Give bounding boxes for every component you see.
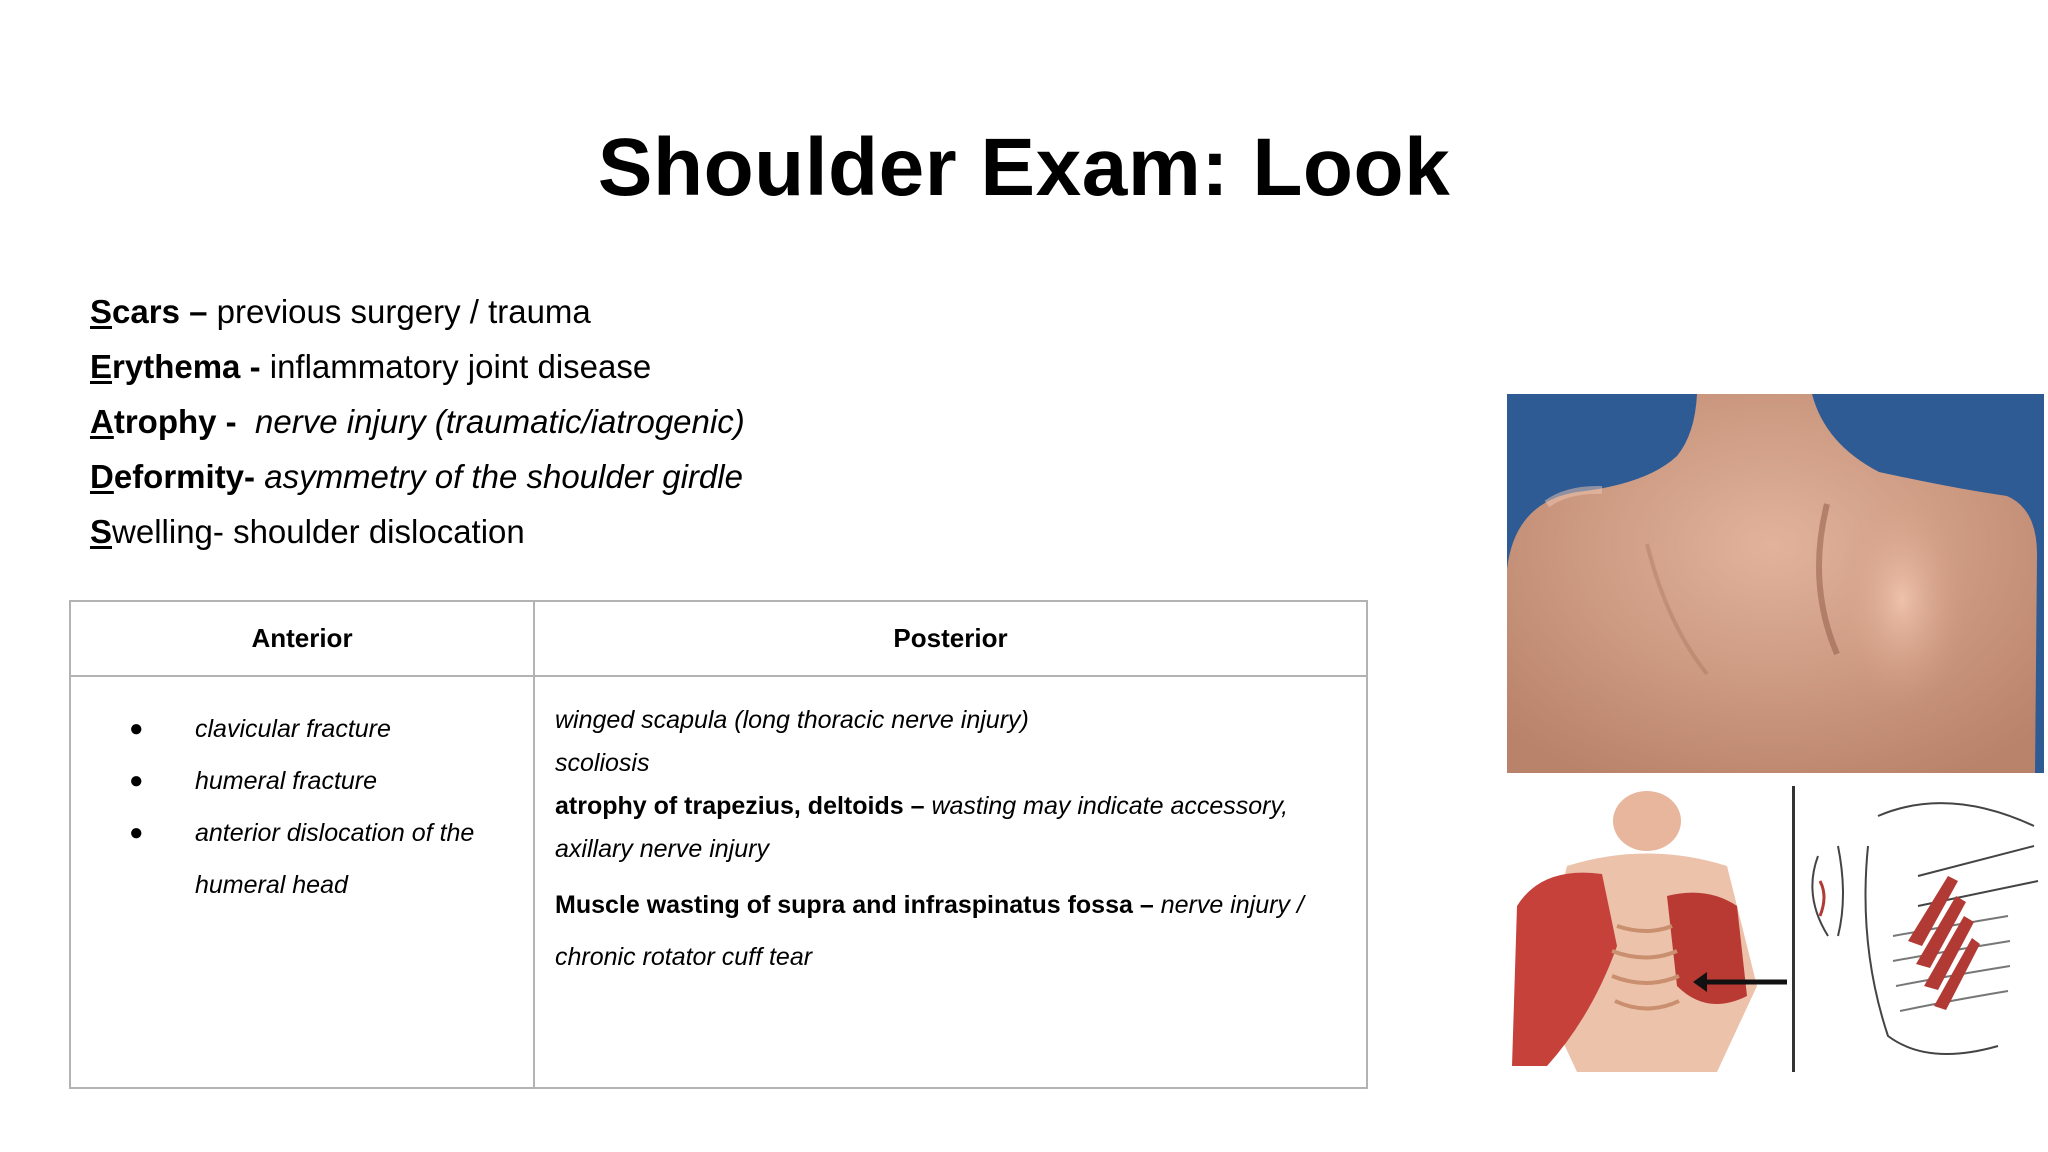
posterior-atrophy: atrophy of trapezius, deltoids – wasting may indicate accessory, xyxy=(555,792,1289,820)
mnemonic-description: asymmetry of the shoulder girdle xyxy=(264,458,743,495)
findings-table xyxy=(69,600,1368,1089)
winged-scapula-photo xyxy=(1507,394,2044,773)
mnemonic-separator: - xyxy=(244,458,265,495)
posterior-atrophy-continued: axillary nerve injury xyxy=(555,835,769,863)
serratus-anatomy-illustration xyxy=(1507,786,1789,1072)
anterior-header: Anterior xyxy=(70,601,534,676)
posterior-muscle-wasting: Muscle wasting of supra and infraspinatus fossa – nerve injury / xyxy=(555,891,1304,919)
list-item: ● anterior dislocation of the xyxy=(71,807,533,859)
posterior-cell xyxy=(534,676,1367,1088)
anterior-list xyxy=(71,677,533,911)
mnemonic-letter: E xyxy=(90,348,113,385)
slide-title: Shoulder Exam: Look xyxy=(597,122,1451,213)
posterior-header: Posterior xyxy=(534,601,1367,676)
mnemonic-atrophy xyxy=(90,394,745,449)
mnemonic-separator: – xyxy=(179,293,217,330)
mnemonic-erythema xyxy=(90,339,745,394)
mnemonic-letter: A xyxy=(90,403,114,440)
mnemonic-swelling xyxy=(90,504,745,559)
mnemonic-list xyxy=(90,284,745,559)
posterior-scoliosis: scoliosis xyxy=(555,749,650,777)
mnemonic-term: trophy xyxy=(113,403,217,440)
image-divider xyxy=(1792,786,1795,1072)
mnemonic-letter: S xyxy=(90,513,113,550)
list-item: ● humeral fracture xyxy=(71,755,533,807)
mnemonic-separator: - xyxy=(212,513,234,550)
mnemonic-letter: S xyxy=(90,293,113,330)
mnemonic-deformity xyxy=(90,449,745,504)
mnemonic-separator: - xyxy=(240,348,270,385)
list-item-continuation: humeral head xyxy=(195,871,348,899)
anterior-cell xyxy=(70,676,534,1088)
posterior-muscle-wasting-continued: chronic rotator cuff tear xyxy=(555,943,813,971)
table-header-row xyxy=(70,601,1367,676)
mnemonic-description: inflammatory joint disease xyxy=(269,348,652,385)
bullet-icon: ● xyxy=(129,715,144,742)
bullet-icon: ● xyxy=(129,819,144,846)
mnemonic-separator: - xyxy=(216,403,256,440)
mnemonic-letter: D xyxy=(90,458,114,495)
mnemonic-term: eformity xyxy=(113,458,245,495)
mnemonic-term: welling xyxy=(112,513,213,550)
serratus-anterior-drawing xyxy=(1798,786,2044,1072)
mnemonic-description: previous surgery / trauma xyxy=(216,293,591,330)
bullet-icon: ● xyxy=(129,767,144,794)
table-row xyxy=(70,676,1367,1088)
mnemonic-scars xyxy=(90,284,745,339)
mnemonic-term: rythema xyxy=(112,348,241,385)
mnemonic-term: cars xyxy=(112,293,180,330)
list-item: ● clavicular fracture xyxy=(71,703,533,755)
mnemonic-description: shoulder dislocation xyxy=(233,513,525,550)
posterior-winged-scapula: winged scapula (long thoracic nerve injury) xyxy=(555,706,1029,734)
mnemonic-description: nerve injury (traumatic/iatrogenic) xyxy=(255,403,745,440)
